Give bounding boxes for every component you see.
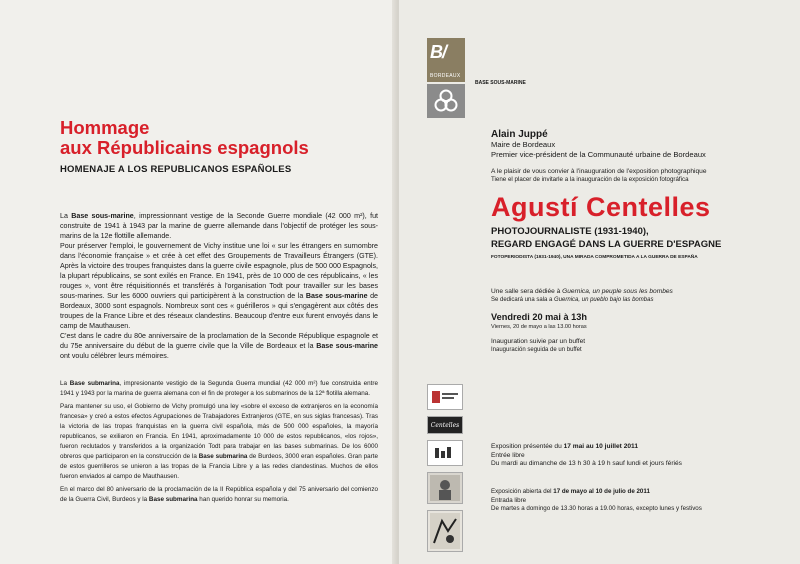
text-run: , impressionnant vestige de la Seconde Guerre mondiale (42 000 m²), fut construite de 1941 à 1943 par la marine de guerre allemande dans l'objectif de protéger les sous-marins de la 12e flottille allemande.: [60, 212, 378, 240]
salle-es: [491, 296, 780, 304]
text-run: Une salle sera dédiée à: [491, 288, 563, 295]
italic-title: Guernica, un pueblo bajo las bombas: [554, 297, 654, 303]
base-sous-marine-logo: [427, 38, 780, 118]
bordeaux-logo: [427, 38, 465, 82]
biohazard-emblem-icon: [427, 84, 465, 118]
exhibition-dates-fr: [491, 443, 682, 469]
page-subtitle: HOMENAJE A LOS REPUBLICANOS ESPAÑOLES: [60, 164, 292, 175]
bold-term: Base submarina: [148, 496, 198, 503]
opening-date-es: Viernes, 20 de mayo a las 13.00 horas: [491, 324, 587, 330]
logo-text: BORDEAUX: [430, 73, 461, 79]
mayor-block: [491, 130, 780, 160]
text-run: En el marco del 80 aniversario de la proclamación de la II República española y del 75 aniversario del comienzo de la Guerra Civil, Burdeos y la: [60, 486, 378, 503]
text-run: La: [60, 212, 72, 220]
invitation-text: [491, 168, 780, 184]
salle-fr: [491, 288, 780, 296]
text-run: Pour préserver l'emploi, le gouvernement de Vichy institue une loi « sur les étrangers en surnombre dans l'économie française » et crée à cet effet des Groupements de Travailleurs Étrangers (GTE). Après la victoire des troupes franquistes dans la guerre civile espagnole, plus de 500 000 Espagnols, la plupart républicains, se sont exilés en France. En 1941, près de 10 000 de ces républicains, « les rouges », vont être réquisitionnés et transférés à l'organisation Todt pour travailler sur les bases sous-marines. Sur les 6000 ouvriers qui participèrent à la construction de la: [60, 242, 378, 300]
text-run: ont voulu célébrer leurs mémoires.: [60, 352, 169, 360]
fr-paragraph-1: [60, 211, 378, 241]
institution-logo-icon: [427, 440, 463, 466]
opening-date: Vendredi 20 mai à 13h: [491, 312, 588, 322]
expo-fr-period: [491, 443, 682, 452]
guernica-room: [491, 288, 780, 304]
exhibition-dates-es: [491, 488, 702, 514]
text-run: , impresionante vestigio de la Segunda Guerra mundial (42 000 m²) fue construida entre 1941 y 1943 por la marina de guerra alemana con el fin de proteger a los submarinos de la 12ª flotilla alemana.: [60, 380, 378, 397]
mayor-title-1: Maire de Bordeaux: [491, 140, 556, 149]
bold-term: Base sous-marine: [71, 212, 134, 220]
expo-es-hours: De martes a domingo de 13.30 horas a 19.00 horas, excepto lunes y festivos: [491, 505, 702, 512]
expo-es-entrada: Entrada libre: [491, 496, 527, 504]
text-run: de Bordeaux, 3000 sont espagnols. Nombreux sont ces « guérilleros » qui s'engagèrent aux côtés des troupes de la France Libre et des réseaux clandestins. Beaucoup d'entre eux furent envoyés dans le camp de Mauthausen.: [60, 292, 378, 330]
italic-title: Guernica, un peuple sous les bombes: [562, 288, 673, 295]
title-line-2: aux Républicains espagnols: [60, 137, 309, 158]
bold-term: Base sous-marine: [305, 292, 368, 300]
guernica-poster-thumbnail: [427, 510, 463, 552]
fr-paragraph-3: [60, 331, 378, 361]
inauguration-note: [491, 338, 780, 354]
photo-thumbnail: [427, 472, 463, 504]
exhibition-title-es: FOTOPERIODISTA (1931-1940), UNA MIRADA COMPROMETIDA A LA GUERRA DE ESPAÑA: [491, 255, 698, 260]
spanish-text: [60, 379, 378, 505]
logo-label: BASE SOUS-MARINE: [475, 80, 526, 86]
invite-fr: A le plaisir de vous convier à l'inauguration de l'exposition photographique: [491, 168, 707, 175]
right-page: [398, 0, 800, 564]
mayor-title-2: Premier vice-président de la Communauté urbaine de Bordeaux: [491, 150, 706, 159]
exhibition-title-line-2: REGARD ENGAGÉ DANS LA GUERRE D'ESPAGNE: [491, 239, 722, 250]
exhibition-title: [491, 225, 780, 251]
text-run: C'est dans le cadre du 80e anniversaire de la proclamation de la Seconde République espagnole et du 75e anniversaire du début de la guerre civile que la Ville de Bordeaux et la: [60, 332, 378, 350]
french-text: [60, 211, 378, 361]
left-page: [0, 0, 398, 564]
logo-mark: B/: [430, 42, 446, 62]
text-run: La: [60, 380, 70, 387]
text-run: de Burdeos, 3000 eran españoles. Gran parte de estos guerrilleros se unieron a las tropas de la Francia Libre y a las redes clandestinas. Muchos de ellos fueron enviados al campo de Mauthausen.: [60, 453, 378, 480]
ministry-logo-icon: [427, 384, 463, 410]
text-run: Exposition présentée du: [491, 443, 564, 450]
fr-paragraph-2: [60, 241, 378, 331]
mayor-name: Alain Juppé: [491, 129, 548, 140]
text-run: han querido honrar su memoria.: [197, 496, 289, 503]
page-title: [60, 118, 378, 158]
expo-fr-hours: Du mardi au dimanche de 13 h 30 à 19 h sauf lundi et jours fériés: [491, 460, 682, 467]
sponsor-logos: [427, 384, 463, 558]
title-line-1: Hommage: [60, 117, 150, 138]
es-paragraph-3: [60, 485, 378, 505]
centelles-logo: Centelles: [427, 416, 463, 434]
bold-term: 17 mai au 10 juillet 2011: [563, 443, 639, 450]
inaug-es: Inauguración seguida de un buffet: [491, 347, 582, 353]
text-run: Exposición abierta del: [491, 488, 554, 495]
es-paragraph-1: [60, 379, 378, 399]
bold-term: Base submarina: [198, 453, 248, 460]
bold-term: Base submarina: [69, 380, 120, 387]
bold-term: 17 de mayo al 10 de julio de 2011: [553, 488, 650, 495]
text-run: Para mantener su uso, el Gobierno de Vichy promulgó una ley «sobre el exceso de extranjeros en la economía francesa» y creó a estos efectos Agrupaciones de Trabajadores Extranjeros (GTE, en sus siglas francesas). Tras la victoria de las tropas franquistas en la guerra civil española, más de 500 000 españoles, la mayoría republicanos, se exiliaron en Francia. En 1941, aproximadamente 10 000 de estos republicanos, «los rojos», fueron reclutados y transferidos a la organización Todt para trabajar en las bases submarinas. De los 6000 obreros que participaron en la construcción de la: [60, 403, 378, 460]
inaug-fr: Inauguration suivie par un buffet: [491, 338, 586, 345]
expo-es-period: [491, 488, 702, 497]
bold-term: Base sous-marine: [316, 342, 378, 350]
artist-name: Agustí Centelles: [491, 192, 711, 222]
es-paragraph-2: [60, 402, 378, 482]
invite-es: Tiene el placer de invitarle a la inauguración de la exposición fotográfica: [491, 176, 689, 183]
text-run: Se dedicará una sala a: [491, 297, 555, 303]
expo-fr-entree: Entrée libre: [491, 451, 525, 459]
exhibition-title-line-1: PHOTOJOURNALISTE (1931-1940),: [491, 226, 649, 237]
